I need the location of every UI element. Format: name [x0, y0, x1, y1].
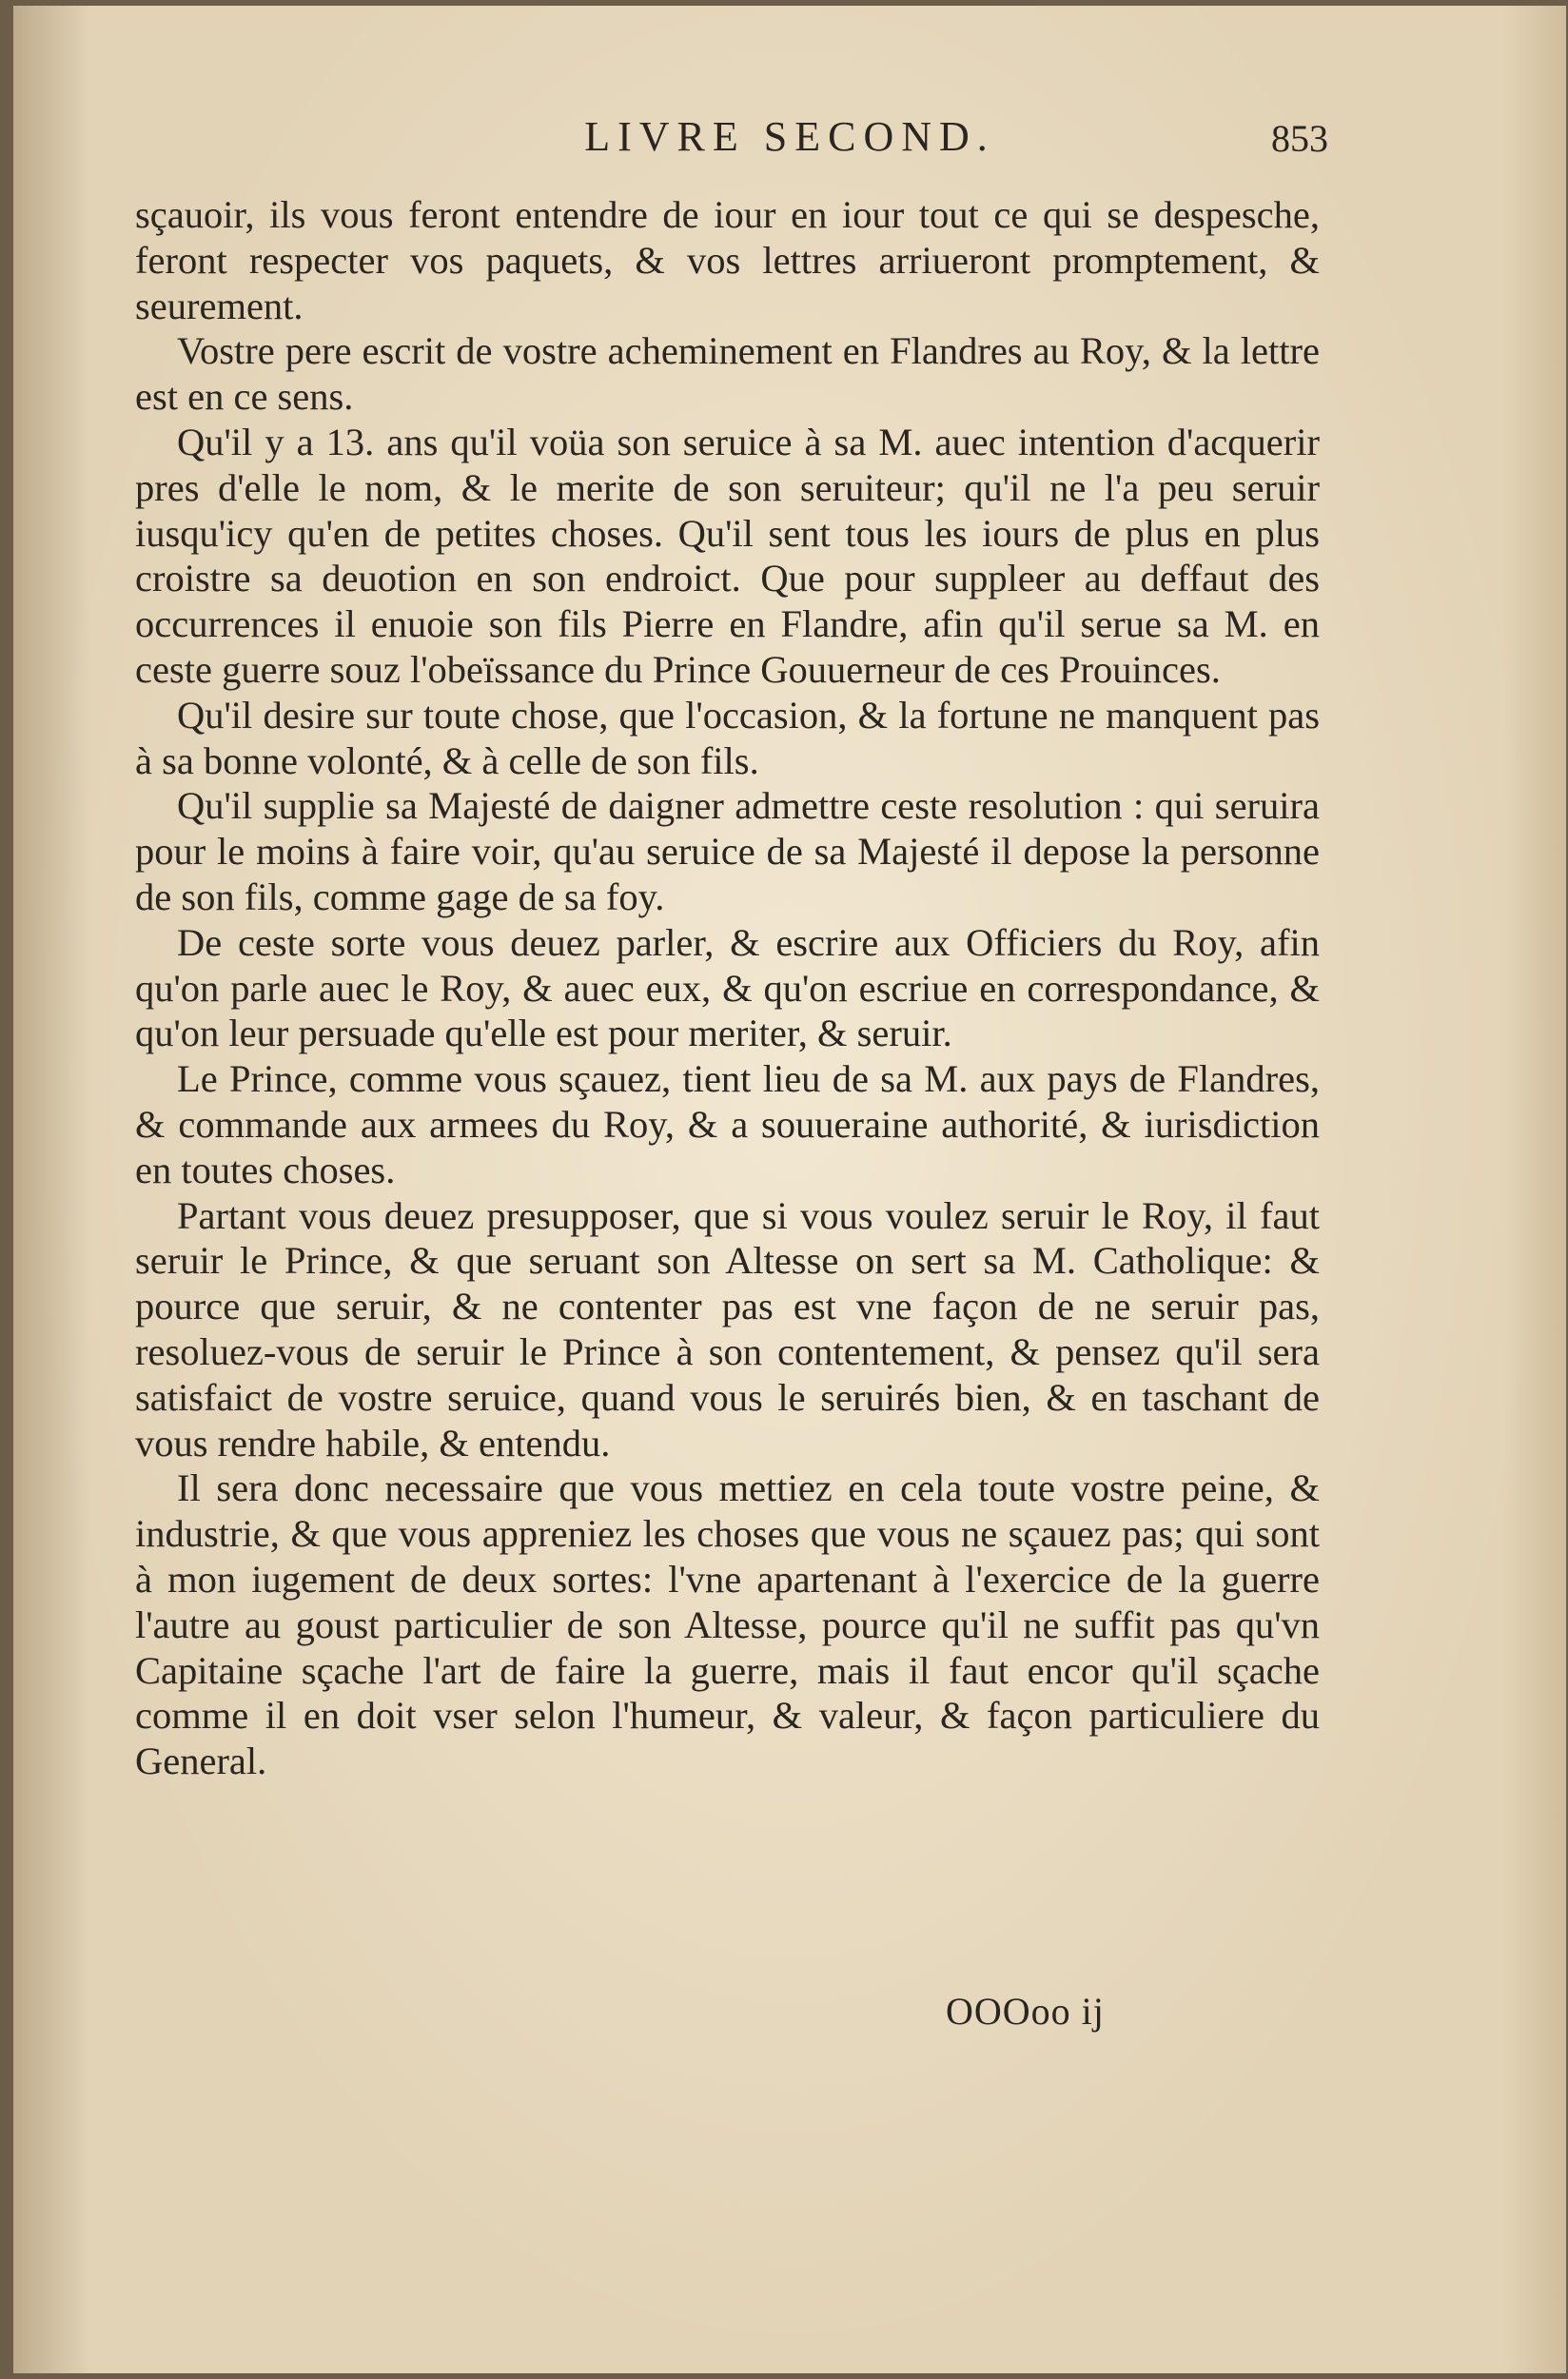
paragraph: Partant vous deuez presupposer, que si vous voulez seruir le Roy, il faut seruir le Prince, & que seruant son Altesse on sert sa M. Catholique: & pource que seruir, & ne contenter pas est vne façon de ne seruir pas, resoluez-vous de seruir le Prince à son contentement, & pensez qu'il sera satisfaict de vostre seruice, quand vous le seruirés bien, & en taschant de vous rendre habile, & entendu. [135, 1193, 1320, 1465]
paragraph: sçauoir, ils vous feront entendre de iour en iour tout ce qui se despesche, feront respecter vos paquets, & vos lettres arriueront promptement, & seurement. [135, 193, 1320, 327]
book-page [13, 6, 1566, 2373]
body-text [135, 192, 1320, 1784]
paragraph: Le Prince, comme vous sçauez, tient lieu de sa M. aux pays de Flandres, & commande aux armees du Roy, & a souueraine authorité, & iurisdiction en toutes choses. [135, 1057, 1320, 1191]
paragraph: Il sera donc necessaire que vous mettiez en cela toute vostre peine, & industrie, & que vous appreniez les choses que vous ne sçauez pas; qui sont à mon iugement de deux sortes: l'vne apartenant à l'exercice de la guerre l'autre au goust particulier de son Altesse, pource qu'il ne suffit pas qu'vn Capitaine sçache l'art de faire la guerre, mais il faut encor qu'il sçache comme il en doit vser selon l'humeur, & valeur, & façon particuliere du General. [135, 1466, 1320, 1783]
paragraph: De ceste sorte vous deuez parler, & escrire aux Officiers du Roy, afin qu'on parle auec le Roy, & auec eux, & qu'on escriue en correspondance, & qu'on leur persuade qu'elle est pour meriter, & seruir. [135, 920, 1320, 1055]
paragraph: Vostre pere escrit de vostre acheminement en Flandres au Roy, & la lettre est en ce sens. [135, 329, 1320, 419]
running-head: LIVRE SECOND. [584, 113, 995, 160]
page-number: 853 [1271, 117, 1328, 160]
paragraph: Qu'il supplie sa Majesté de daigner admettre ceste resolution : qui seruira pour le moins à faire voir, qu'au seruice de sa Majesté il depose la personne de son fils, comme gage de sa foy. [135, 784, 1320, 918]
paragraph: Qu'il y a 13. ans qu'il voüa son seruice à sa M. auec intention d'acquerir pres d'elle le nom, & le merite de son seruiteur; qu'il ne l'a peu seruir iusqu'icy qu'en de petites choses. Qu'il sent tous les iours de plus en plus croistre sa deuotion en son endroict. Que pour suppleer au deffaut des occurrences il enuoie son fils Pierre en Flandre, afin qu'il serue sa M. en ceste guerre souz l'obeïssance du Prince Gouuerneur de ces Prouinces. [135, 420, 1320, 691]
page-header [13, 112, 1566, 179]
paragraph: Qu'il desire sur toute chose, que l'occasion, & la fortune ne manquent pas à sa bonne volonté, & à celle de son fils. [135, 693, 1320, 782]
signature-mark: OOOoo ij [946, 1990, 1105, 2033]
